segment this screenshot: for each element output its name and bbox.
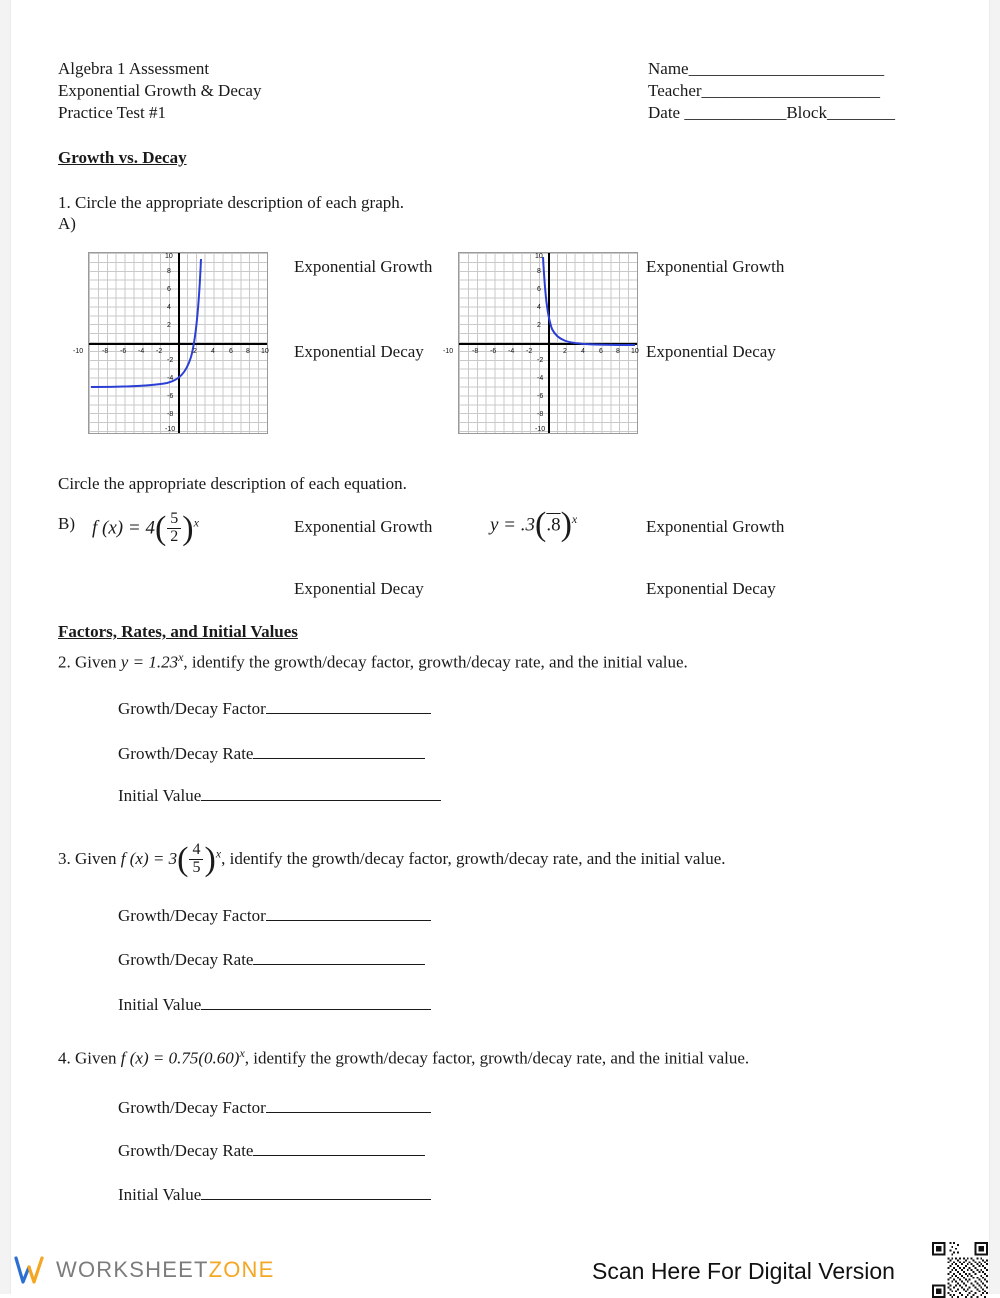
graph2-ytick--6: -6 [537, 393, 544, 400]
header-left [58, 58, 261, 124]
graph1-curve [89, 253, 267, 433]
q2-rate-label: Growth/Decay Rate [118, 744, 254, 763]
equation-b1-denominator: 2 [167, 528, 181, 546]
question-3-exponent: x [215, 846, 222, 861]
q3-rate-blank[interactable] [118, 950, 425, 970]
equation-b2-option-growth[interactable]: Exponential Growth [646, 517, 785, 536]
equation-b1-numerator: 5 [170, 510, 179, 527]
q2-initial-blank[interactable] [118, 786, 441, 806]
graph1-ytick-10: 10 [165, 253, 173, 260]
q3-factor-blank[interactable] [118, 906, 431, 926]
q4-factor-blank[interactable] [118, 1098, 431, 1118]
graph1-ytick--4: -4 [167, 375, 174, 382]
logo-w-icon [14, 1255, 48, 1285]
question-4-prefix: 4. Given [58, 1048, 117, 1068]
equation-b2-function: y = .3 [490, 514, 536, 536]
question-3-prefix: 3. Given [58, 849, 117, 869]
graph2-xtick-2: 2 [563, 348, 567, 355]
scan-here-text: Scan Here For Digital Version [592, 1258, 895, 1284]
equation-b1-option-decay[interactable]: Exponential Decay [294, 579, 424, 598]
equation-b2-paren-close: ) [560, 506, 572, 544]
equation-b1 [92, 509, 199, 547]
question-1-part-a-label: A) [58, 214, 76, 233]
question-1-prompt: 1. Circle the appropriate description of each graph. [58, 193, 405, 212]
equation-b1-function: f (x) = 4 [92, 517, 155, 539]
date-block-field[interactable]: Date ____________Block________ [648, 103, 895, 122]
q2-rate-blank[interactable] [118, 744, 425, 764]
q3-initial-blank[interactable] [118, 995, 431, 1015]
graph-exponential-growth [73, 252, 269, 434]
graph1-ytick-2: 2 [167, 322, 171, 329]
q4-factor-line[interactable] [266, 1098, 431, 1113]
graph1-xtick--2: -2 [156, 348, 163, 355]
graph2-xtick--6: -6 [490, 348, 497, 355]
graph1-ytick--6: -6 [167, 393, 174, 400]
teacher-field[interactable]: Teacher_____________________ [648, 81, 881, 100]
q4-rate-line[interactable] [253, 1141, 425, 1156]
question-2-suffix: , identify the growth/decay factor, growth/decay rate, and the initial value. [183, 652, 688, 672]
graph2-xtick-4: 4 [581, 348, 585, 355]
question-4-suffix: , identify the growth/decay factor, growth/decay rate, and the initial value. [244, 1048, 750, 1068]
graph1-xtick-6: 6 [229, 348, 233, 355]
graph1-ytick-8: 8 [167, 268, 171, 275]
graph2-ytick-4: 4 [537, 304, 541, 311]
worksheet-zone-logo[interactable] [14, 1255, 275, 1285]
graph1-ytick--2: -2 [167, 357, 174, 364]
graph2-ytick-10: 10 [535, 253, 543, 260]
question-3-numerator: 4 [192, 841, 201, 858]
name-field[interactable]: Name_______________________ [648, 59, 885, 78]
q2-factor-line[interactable] [266, 699, 431, 714]
graph1-ytick--10: -10 [165, 426, 176, 433]
page-edge-left [0, 0, 11, 1294]
graph2-ytick--10: -10 [535, 426, 546, 433]
graph1-xtick-4: 4 [211, 348, 215, 355]
question-1-part-b-label: B) [58, 514, 75, 533]
q2-initial-label: Initial Value [118, 786, 202, 805]
header-student-fields [648, 58, 895, 124]
q2-factor-label: Growth/Decay Factor [118, 699, 266, 718]
q4-rate-blank[interactable] [118, 1141, 425, 1161]
question-3-function: f (x) = 3 [120, 849, 178, 869]
equation-b1-exponent: x [193, 515, 199, 530]
equation-b1-paren-open: ( [154, 509, 167, 547]
question-2-prompt [58, 650, 688, 673]
page-edge-right [989, 0, 1000, 1294]
section-title-growth-vs-decay: Growth vs. Decay [58, 148, 187, 167]
question-3-suffix: , identify the growth/decay factor, growth/decay rate, and the initial value. [221, 849, 726, 869]
q4-initial-line[interactable] [201, 1185, 431, 1200]
graph2-curve [459, 253, 637, 433]
q4-rate-label: Growth/Decay Rate [118, 1141, 254, 1160]
graph2-xtick--2: -2 [526, 348, 533, 355]
graph1-xtick-8: 8 [246, 348, 250, 355]
q3-initial-line[interactable] [201, 995, 431, 1010]
graph1-xtick--10: -10 [73, 348, 84, 355]
graph2-xtick-6: 6 [599, 348, 603, 355]
question-3-denominator: 5 [189, 859, 203, 877]
question-3-paren-close: ) [204, 840, 216, 878]
header-title-line-2: Exponential Growth & Decay [58, 81, 262, 100]
q2-factor-blank[interactable] [118, 699, 431, 719]
q3-factor-line[interactable] [266, 906, 431, 921]
equation-b2-option-decay[interactable]: Exponential Decay [646, 579, 776, 598]
equation-b1-fraction [167, 511, 181, 546]
question-2-equation: y = 1.23 [120, 652, 179, 672]
question-4-prompt [58, 1046, 749, 1069]
graph1-option-decay[interactable]: Exponential Decay [294, 342, 424, 361]
q4-initial-label: Initial Value [118, 1185, 202, 1204]
graph2-ytick--2: -2 [537, 357, 544, 364]
section-title-factors-rates: Factors, Rates, and Initial Values [58, 622, 298, 641]
graph-exponential-decay [443, 252, 639, 434]
question-2-exponent: x [178, 650, 184, 664]
question-2-prefix: 2. Given [58, 652, 117, 672]
graph1-ytick--8: -8 [167, 411, 174, 418]
graph2-ytick-6: 6 [537, 286, 541, 293]
graph1-xtick--8: -8 [102, 348, 109, 355]
graph2-xtick--4: -4 [508, 348, 515, 355]
graph2-option-growth[interactable]: Exponential Growth [646, 257, 785, 276]
question-3-fraction [189, 842, 203, 877]
q3-initial-label: Initial Value [118, 995, 202, 1014]
graph2-ytick--8: -8 [537, 411, 544, 418]
header-title-line-3: Practice Test #1 [58, 103, 167, 122]
graph2-option-decay[interactable]: Exponential Decay [646, 342, 776, 361]
graph2-ytick-8: 8 [537, 268, 541, 275]
graph1-xtick-2: 2 [193, 348, 197, 355]
graph1-xtick--4: -4 [138, 348, 145, 355]
graph2-xtick-10: 10 [631, 348, 639, 355]
logo-text [56, 1257, 275, 1283]
graph2-ytick-2: 2 [537, 322, 541, 329]
question-3-prompt [58, 840, 726, 878]
q3-rate-line[interactable] [253, 950, 425, 965]
graph2-xtick-8: 8 [616, 348, 620, 355]
graph1-xtick--6: -6 [120, 348, 127, 355]
question-4-exponent: x [239, 1046, 245, 1060]
graph2-ytick--4: -4 [537, 375, 544, 382]
graph2-xtick--8: -8 [472, 348, 479, 355]
circle-equation-prompt: Circle the appropriate description of each equation. [58, 474, 407, 493]
question-3-paren-open: ( [177, 840, 189, 878]
q4-initial-blank[interactable] [118, 1185, 431, 1205]
graph1-ytick-4: 4 [167, 304, 171, 311]
q3-rate-label: Growth/Decay Rate [118, 950, 254, 969]
equation-b2 [490, 506, 578, 544]
question-4-function: f (x) = 0.75(0.60) [120, 1048, 240, 1068]
logo-text-secondary: ZONE [208, 1257, 275, 1282]
graph1-xtick-10: 10 [261, 348, 269, 355]
equation-b1-option-growth[interactable]: Exponential Growth [294, 517, 433, 536]
q4-factor-label: Growth/Decay Factor [118, 1098, 266, 1117]
q2-initial-line[interactable] [201, 786, 441, 801]
graph1-ytick-6: 6 [167, 286, 171, 293]
logo-text-primary: WORKSHEET [56, 1257, 209, 1282]
equation-b1-paren-close: ) [182, 509, 194, 547]
graph2-xtick--10: -10 [443, 348, 454, 355]
graph1-option-growth[interactable]: Exponential Growth [294, 257, 433, 276]
header-title-line-1: Algebra 1 Assessment [58, 59, 210, 78]
q2-rate-line[interactable] [253, 744, 425, 759]
equation-b2-paren-open: ( [535, 506, 547, 544]
equation-b2-base: .8 [546, 514, 561, 536]
equation-b2-exponent: x [571, 512, 578, 526]
qr-code[interactable] [932, 1242, 988, 1298]
q3-factor-label: Growth/Decay Factor [118, 906, 266, 925]
